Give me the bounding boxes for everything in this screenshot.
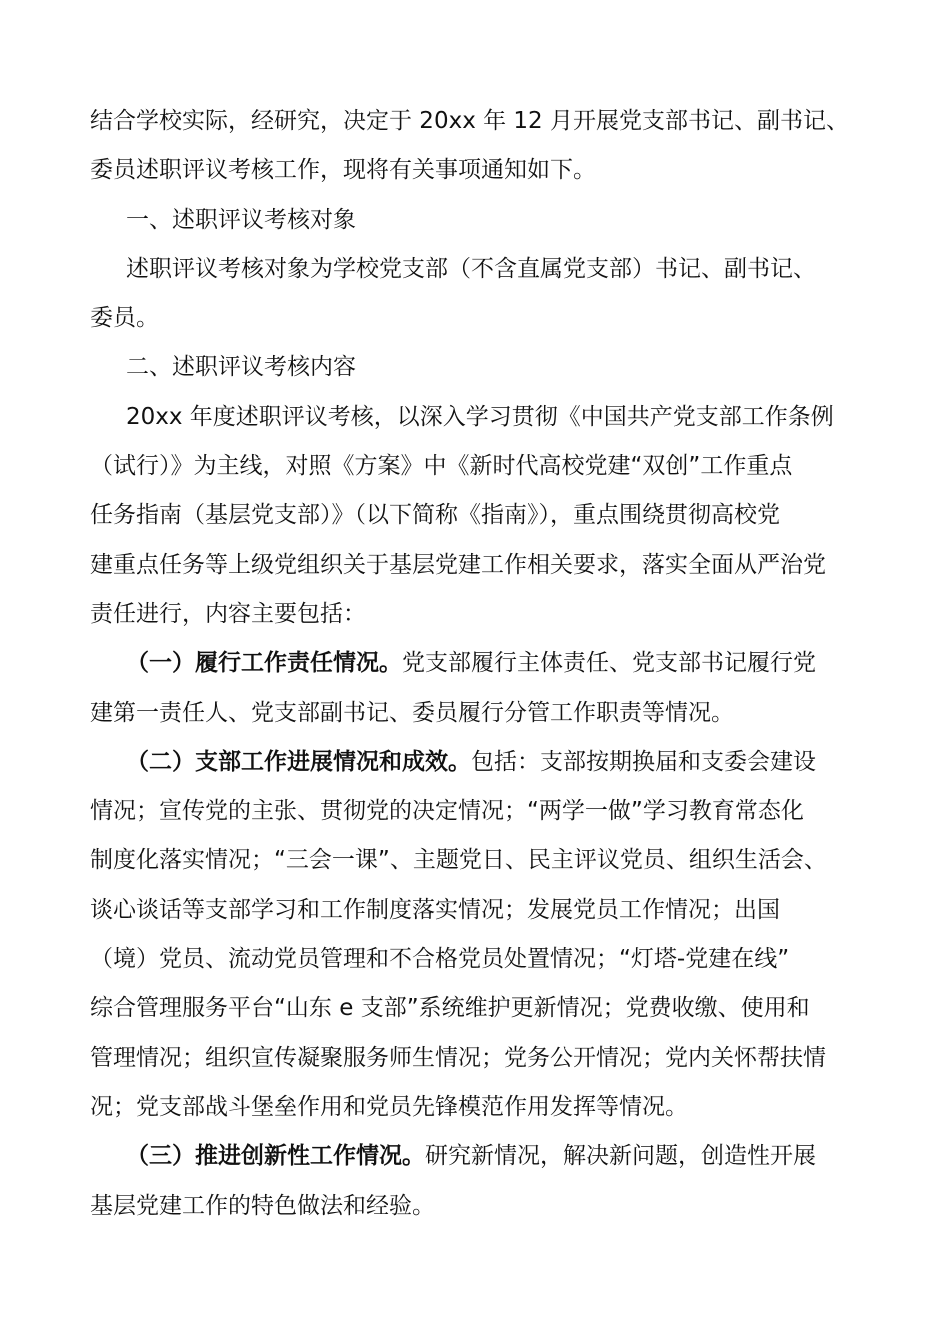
section-heading-1: 一、述职评议考核对象 (126, 206, 356, 233)
subsection-title-1: （一）履行工作责任情况。 (126, 650, 402, 677)
subsection-line-2 (90, 738, 870, 787)
paragraph-line: 管理情况；组织宣传凝聚服务师生情况；党务公开情况；党内关怀帮扶情 (90, 1044, 826, 1071)
paragraph-line: 责任进行，内容主要包括： (90, 600, 366, 627)
paragraph-line: 建重点任务等上级党组织关于基层党建工作相关要求，落实全面从严治党 (90, 551, 826, 578)
paragraph-line: 基层党建工作的特色做法和经验。 (90, 1192, 435, 1219)
paragraph-line: 情况；宣传党的主张、贯彻党的决定情况；“两学一做”学习教育常态化 (90, 798, 804, 825)
paragraph-line: （境）党员、流动党员管理和不合格党员处置情况；“灯塔-党建在线” (90, 946, 790, 973)
paragraph-line: 谈心谈话等支部学习和工作制度落实情况；发展党员工作情况；出国 (90, 896, 780, 923)
paragraph-line: 况；党支部战斗堡垒作用和党员先锋模范作用发挥等情况。 (90, 1093, 688, 1120)
subsection-text: 包括：支部按期换届和支委会建设 (471, 748, 816, 775)
subsection-title-2: （二）支部工作进展情况和成效。 (126, 748, 471, 775)
section-heading-2: 二、述职评议考核内容 (126, 354, 356, 381)
paragraph-line: 制度化落实情况；“三会一课”、主题党日、民主评议党员、组织生活会、 (90, 847, 827, 874)
subsection-text: 研究新情况，解决新问题，创造性开展 (425, 1143, 816, 1170)
paragraph-line: 结合学校实际，经研究，决定于 20xx 年 12 月开展党支部书记、副书记、 (90, 108, 849, 134)
paragraph-line: 建第一责任人、党支部副书记、委员履行分管工作职责等情况。 (90, 699, 734, 726)
subsection-line-3 (90, 1132, 870, 1181)
subsection-title-3: （三）推进创新性工作情况。 (126, 1143, 425, 1170)
paragraph-line: 委员。 (90, 305, 159, 332)
paragraph-line: 综合管理服务平台“山东 e 支部”系统维护更新情况；党费收缴、使用和 (90, 995, 810, 1022)
paragraph-line: 20xx 年度述职评议考核，以深入学习贯彻《中国共产党支部工作条例 (126, 403, 834, 430)
paragraph-line: （试行）》为主线，对照《方案》中《新时代高校党建“双创”工作重点 (90, 453, 793, 480)
subsection-text: 党支部履行主体责任、党支部书记履行党 (402, 650, 816, 677)
paragraph-line: 任务指南（基层党支部）》（以下简称《指南》），重点围绕贯彻高校党 (90, 502, 780, 529)
subsection-line-1 (90, 639, 870, 688)
paragraph-line: 述职评议考核对象为学校党支部（不含直属党支部）书记、副书记、 (126, 255, 816, 282)
paragraph-line: 委员述职评议考核工作，现将有关事项通知如下。 (90, 157, 596, 184)
document-body (90, 97, 870, 1231)
